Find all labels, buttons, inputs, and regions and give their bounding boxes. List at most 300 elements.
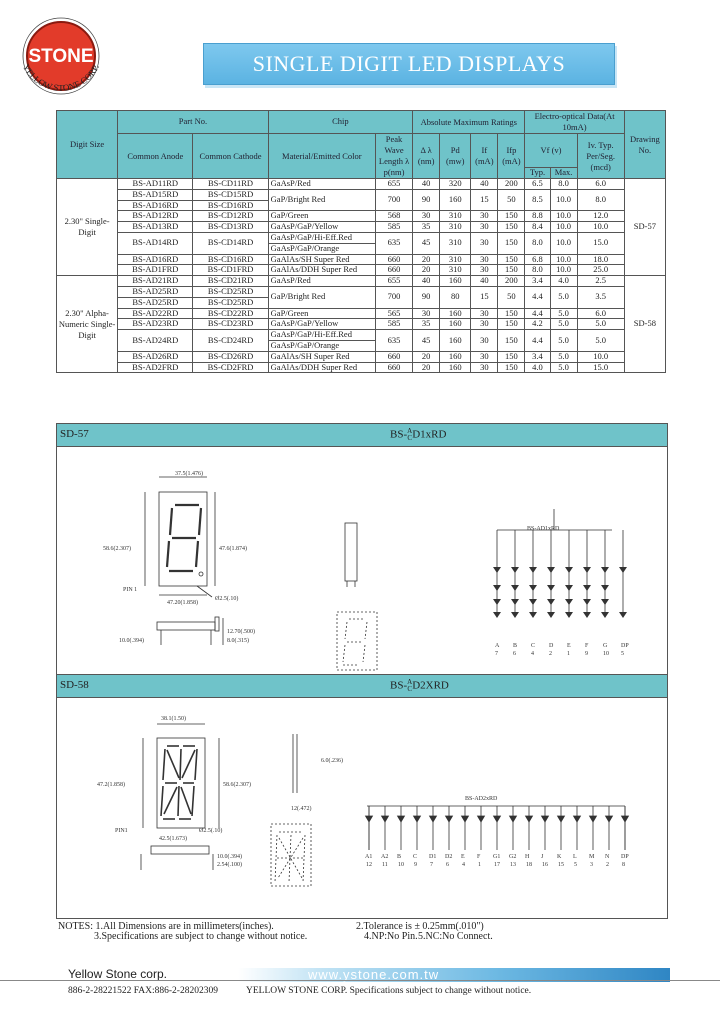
table-cell: BS-CD14RD: [193, 232, 268, 254]
table-cell: 150: [498, 308, 525, 319]
table-row: [57, 265, 666, 276]
table-cell: 30: [471, 211, 498, 222]
col-ifp: Ifp (mA): [498, 134, 525, 179]
sd58-pin-number: 12: [366, 862, 372, 868]
table-cell: 700: [376, 189, 413, 211]
table-cell: BS-CD23RD: [193, 319, 268, 330]
sd57-dim-8: 8.0(.315): [227, 638, 249, 644]
sd57-pin-label: C: [531, 643, 536, 649]
sd57-pin-label: F: [585, 643, 589, 649]
sd58-led-diode: [414, 816, 421, 822]
table-cell: 40: [471, 179, 498, 190]
sd58-led-array: [366, 806, 629, 850]
sd58-pin-number: 5: [574, 862, 577, 868]
table-cell: BS-AD2FRD: [118, 362, 193, 373]
col-if: If (mA): [471, 134, 498, 179]
table-cell: BS-AD25RD: [118, 286, 193, 297]
sd58-pin-label: D2: [445, 854, 453, 860]
table-cell: 5.0: [550, 351, 577, 362]
table-cell: 18.0: [577, 254, 624, 265]
table-cell: 10.0: [550, 189, 577, 211]
table-cell: 700: [376, 286, 413, 308]
sd58-pin-number: 3: [590, 862, 593, 868]
table-cell: 15.0: [577, 362, 624, 373]
table-cell: GaAsP/GaP/Yellow: [268, 222, 375, 233]
table-cell: 10.0: [550, 232, 577, 254]
sd58-pin-label: C: [413, 854, 418, 860]
note-1: NOTES: 1.All Dimensions are in millimeters(inches).: [58, 921, 274, 932]
table-cell: 40: [413, 179, 440, 190]
col-vf: Vf (v): [525, 134, 577, 168]
table-cell: 8.0: [525, 265, 550, 276]
table-cell: 5.0: [550, 362, 577, 373]
sd57-section: [56, 423, 668, 677]
sd57-label: SD-57: [60, 428, 89, 440]
sd58-pin-number: 11: [382, 862, 388, 868]
table-cell: 200: [498, 179, 525, 190]
table-cell: 30: [471, 222, 498, 233]
sd58-pin-label: A1: [365, 854, 373, 860]
sd58-title: BS-A CD2XRD: [390, 678, 449, 693]
table-cell: BS-AD13RD: [118, 222, 193, 233]
table-cell: GaAlAs/DDH Super Red: [268, 362, 375, 373]
table-row: [57, 254, 666, 265]
company-logo: [6, 8, 116, 108]
spec-table: [56, 110, 666, 373]
table-cell: 6.8: [525, 254, 550, 265]
sd58-pin-number: 16: [542, 862, 548, 868]
sd57-dim-3: PIN 1: [123, 587, 138, 593]
table-cell: 50: [498, 286, 525, 308]
table-cell: 150: [498, 254, 525, 265]
table-cell: GaAlAs/DDH Super Red: [268, 265, 375, 276]
table-cell: 660: [376, 351, 413, 362]
table-cell: BS-AD16RD: [118, 200, 193, 211]
sd57-circuit-title: BS-AD1xRD: [527, 526, 560, 532]
table-cell: 10.0: [550, 265, 577, 276]
table-row: [57, 179, 666, 190]
table-cell: 90: [413, 189, 440, 211]
sd58-pin-label: G2: [509, 854, 517, 860]
drawing-no-cell: SD-58: [624, 276, 665, 373]
table-cell: 150: [498, 265, 525, 276]
sd58-pin-number: 17: [494, 862, 500, 868]
sd58-pin-number: 18: [526, 862, 532, 868]
col-dl: Δ λ (nm): [413, 134, 440, 179]
table-cell: 20: [413, 351, 440, 362]
table-row: [57, 276, 666, 287]
table-cell: BS-CD11RD: [193, 179, 268, 190]
table-cell: BS-CD15RD: [193, 189, 268, 200]
table-cell: 585: [376, 319, 413, 330]
sd57-pin-label: D: [549, 643, 554, 649]
sd58-pin-label: E: [461, 854, 465, 860]
sd57-title: BS-A CD1xRD: [390, 427, 447, 442]
table-cell: 6.0: [577, 308, 624, 319]
table-cell: BS-AD25RD: [118, 297, 193, 308]
table-cell: 160: [440, 330, 471, 352]
table-cell: 10.0: [550, 222, 577, 233]
table-cell: 635: [376, 232, 413, 254]
sd58-pin-label: F: [477, 854, 481, 860]
sd57-header: [57, 424, 667, 447]
sd57-pin-label: G: [603, 643, 608, 649]
table-cell: 4.0: [550, 276, 577, 287]
sd57-dim-5: Ø2.5(.10): [215, 596, 239, 602]
table-row: [57, 286, 666, 297]
table-cell: 30: [471, 319, 498, 330]
table-cell: BS-CD12RD: [193, 211, 268, 222]
table-cell: BS-AD22RD: [118, 308, 193, 319]
sd58-pin-number: 2: [606, 862, 609, 868]
table-cell: GaAlAs/SH Super Red: [268, 351, 375, 362]
table-cell: 655: [376, 179, 413, 190]
table-cell: BS-AD12RD: [118, 211, 193, 222]
sd58-pin-number: 6: [446, 862, 449, 868]
table-cell: 90: [413, 286, 440, 308]
table-cell: 5.0: [550, 330, 577, 352]
table-cell: 4.4: [525, 330, 550, 352]
table-cell: 30: [413, 308, 440, 319]
table-row: [57, 232, 666, 243]
sd58-pin-label: M: [589, 854, 595, 860]
logo-word: STONE: [28, 46, 94, 67]
page-title: SINGLE DIGIT LED DISPLAYS: [252, 51, 566, 76]
table-row: [57, 222, 666, 233]
table-cell: 15: [471, 286, 498, 308]
table-row: [57, 319, 666, 330]
sd58-led-diode: [606, 816, 613, 822]
table-cell: 320: [440, 179, 471, 190]
sd58-pin-number: 1: [478, 862, 481, 868]
table-cell: GaP/Green: [268, 308, 375, 319]
sd58-pin-label: B: [397, 854, 402, 860]
table-cell: 30: [471, 351, 498, 362]
table-cell: BS-AD23RD: [118, 319, 193, 330]
table-row: [57, 308, 666, 319]
sd57-pin-labels: [495, 643, 629, 657]
table-cell: BS-CD16RD: [193, 254, 268, 265]
table-cell: GaP/Bright Red: [268, 286, 375, 308]
sd58-dim-4: 6.0(.236): [321, 758, 343, 764]
sd57-dim-4: 47.20(1.858): [167, 600, 198, 606]
col-typ: Typ.: [525, 168, 550, 179]
sd58-led-diode: [526, 816, 533, 822]
table-cell: 20: [413, 362, 440, 373]
sd58-pin-label: G1: [493, 854, 501, 860]
logo-ring-text: YELLOW STONE CORP.: [20, 62, 102, 93]
sd57-pin-number: 4: [531, 651, 534, 657]
sd58-led-diode: [574, 816, 581, 822]
table-cell: BS-AD21RD: [118, 276, 193, 287]
table-cell: BS-AD16RD: [118, 254, 193, 265]
table-cell: 20: [413, 254, 440, 265]
sd57-pin-number: 6: [513, 651, 516, 657]
table-row: [57, 211, 666, 222]
table-cell: BS-AD1FRD: [118, 265, 193, 276]
table-cell: 20: [413, 265, 440, 276]
sd58-pin-labels: [365, 854, 629, 868]
sd58-led-diode: [478, 816, 485, 822]
table-cell: BS-AD11RD: [118, 179, 193, 190]
table-cell: 150: [498, 330, 525, 352]
digit-size-cell: 2.30" Single-Digit: [57, 179, 118, 276]
sd58-led-diode: [382, 816, 389, 822]
col-abs-max: Absolute Maximum Ratings: [413, 111, 525, 134]
table-cell: 5.0: [577, 330, 624, 352]
sd57-pin-number: 2: [549, 651, 552, 657]
col-common-cathode: Common Cathode: [193, 134, 268, 179]
footer-contact: 886-2-28221522 FAX:886-2-28202309: [68, 986, 218, 996]
table-cell: 655: [376, 276, 413, 287]
sd58-pin-number: 7: [430, 862, 433, 868]
sd58-dim-5: 12(.472): [291, 806, 312, 812]
table-cell: BS-CD25RD: [193, 297, 268, 308]
table-cell: 150: [498, 232, 525, 254]
table-cell: 568: [376, 211, 413, 222]
digit-size-cell: 2.30" Alpha-Numeric Single-Digit: [57, 276, 118, 373]
sd58-led-diode: [510, 816, 517, 822]
table-cell: 565: [376, 308, 413, 319]
table-cell: 8.0: [525, 232, 550, 254]
sd58-pin-label: N: [605, 854, 610, 860]
sd58-pin-number: 8: [622, 862, 625, 868]
table-cell: BS-CD16RD: [193, 200, 268, 211]
table-cell: 30: [471, 308, 498, 319]
table-cell: GaAlAs/SH Super Red: [268, 254, 375, 265]
col-drawing: Drawing No.: [624, 111, 665, 179]
sd58-pin-number: 9: [414, 862, 417, 868]
table-cell: 80: [440, 286, 471, 308]
table-cell: 10.0: [550, 254, 577, 265]
table-cell: 4.0: [525, 362, 550, 373]
col-digit-size: Digit Size: [57, 111, 118, 179]
table-cell: 15: [471, 189, 498, 211]
table-cell: 150: [498, 211, 525, 222]
sd58-dim-6: Ø2.5(.10): [199, 828, 223, 834]
table-cell: BS-CD22RD: [193, 308, 268, 319]
col-common-anode: Common Anode: [118, 134, 193, 179]
col-iv: Iv. Typ. Per/Seg. (mcd): [577, 134, 624, 179]
note-4: 4.NP:No Pin.: [364, 931, 418, 942]
table-cell: GaP/Green: [268, 211, 375, 222]
table-cell: GaP/Bright Red: [268, 189, 375, 211]
table-cell: 15.0: [577, 232, 624, 254]
table-cell: BS-CD1FRD: [193, 265, 268, 276]
table-cell: 660: [376, 254, 413, 265]
table-cell: 40: [471, 276, 498, 287]
table-cell: 10.0: [550, 211, 577, 222]
sd58-dim-1: 47.2(1.858): [97, 782, 125, 788]
table-cell: 160: [440, 276, 471, 287]
table-cell: BS-CD13RD: [193, 222, 268, 233]
table-cell: 310: [440, 254, 471, 265]
table-cell: 4.4: [525, 308, 550, 319]
drawing-no-cell: SD-57: [624, 179, 665, 276]
sd58-pin-label: K: [557, 854, 562, 860]
sd58-led-diode: [430, 816, 437, 822]
table-cell: 150: [498, 222, 525, 233]
sd58-led-diode: [462, 816, 469, 822]
sd57-dim-2: 47.6(1.874): [219, 546, 247, 552]
table-cell: 310: [440, 265, 471, 276]
table-cell: 310: [440, 222, 471, 233]
sd58-led-diode: [494, 816, 501, 822]
table-cell: 160: [440, 351, 471, 362]
table-cell: BS-AD24RD: [118, 330, 193, 352]
table-cell: 12.0: [577, 211, 624, 222]
table-cell: GaAsP/Red: [268, 276, 375, 287]
footer-divider: [0, 980, 720, 981]
table-cell: 150: [498, 351, 525, 362]
sd58-pin-number: 13: [510, 862, 516, 868]
table-cell: 4.2: [525, 319, 550, 330]
table-cell: 160: [440, 189, 471, 211]
table-cell: 8.8: [525, 211, 550, 222]
table-cell: 10.0: [577, 351, 624, 362]
table-cell: 310: [440, 232, 471, 254]
table-cell: GaAsP/GaP/Orange: [268, 243, 375, 254]
sd58-led-diode: [590, 816, 597, 822]
table-cell: 30: [471, 362, 498, 373]
sd57-dim-6: 10.0(.394): [119, 638, 144, 644]
table-cell: 5.0: [550, 286, 577, 308]
table-cell: 5.0: [577, 319, 624, 330]
table-cell: BS-CD25RD: [193, 286, 268, 297]
table-cell: BS-AD14RD: [118, 232, 193, 254]
sd58-label: SD-58: [60, 679, 89, 691]
table-cell: 8.4: [525, 222, 550, 233]
table-cell: BS-AD15RD: [118, 189, 193, 200]
table-cell: 4.4: [525, 286, 550, 308]
note-5: 5.NC:No Connect.: [418, 931, 493, 942]
table-cell: 30: [471, 232, 498, 254]
sd58-led-diode: [558, 816, 565, 822]
table-cell: 10.0: [577, 222, 624, 233]
table-cell: 3.5: [577, 286, 624, 308]
table-cell: 200: [498, 276, 525, 287]
page-title-banner: [203, 43, 615, 85]
sd57-dim-1: 58.6(2.307): [103, 546, 131, 552]
sd58-pin-label: D1: [429, 854, 437, 860]
sd57-pin-number: 5: [621, 651, 624, 657]
table-cell: 160: [440, 308, 471, 319]
sd58-led-diode: [446, 816, 453, 822]
table-cell: 150: [498, 362, 525, 373]
table-cell: GaAsP/GaP/Orange: [268, 340, 375, 351]
sd58-dim-3: PIN1: [115, 828, 128, 834]
table-cell: 30: [471, 254, 498, 265]
sd58-pin-label: DP: [621, 854, 629, 860]
table-cell: BS-CD2FRD: [193, 362, 268, 373]
table-cell: 8.0: [550, 179, 577, 190]
sd58-circuit-title: BS-AD2xRD: [465, 796, 498, 802]
sd58-led-diode: [398, 816, 405, 822]
table-cell: 25.0: [577, 265, 624, 276]
table-cell: 660: [376, 265, 413, 276]
table-cell: 30: [471, 265, 498, 276]
table-cell: 5.0: [550, 308, 577, 319]
table-cell: 45: [413, 232, 440, 254]
table-cell: 150: [498, 319, 525, 330]
sd58-led-diode: [542, 816, 549, 822]
spec-table-body: [57, 179, 666, 373]
sd58-pin-label: L: [573, 854, 577, 860]
sd58-drawing: [57, 698, 667, 918]
sd57-drawing: [57, 447, 667, 675]
table-cell: 585: [376, 222, 413, 233]
sd57-pin-number: 10: [603, 651, 609, 657]
col-material: Material/Emitted Color: [268, 134, 375, 179]
sd57-pin-number: 1: [567, 651, 570, 657]
footer-url[interactable]: www.ystone.com.tw: [308, 967, 440, 982]
table-cell: 35: [413, 222, 440, 233]
sd58-led-diode: [622, 816, 629, 822]
sd57-pin-label: DP: [621, 643, 629, 649]
sd57-pin-number: 7: [495, 651, 498, 657]
table-cell: GaAsP/GaP/Hi-Eff.Red: [268, 330, 375, 341]
table-cell: 35: [413, 319, 440, 330]
sd58-pin-label: H: [525, 854, 530, 860]
table-cell: GaAsP/Red: [268, 179, 375, 190]
sd57-pin-label: B: [513, 643, 518, 649]
sd57-pin-label: A: [495, 643, 500, 649]
sd58-header: [57, 675, 667, 698]
table-cell: 30: [471, 330, 498, 352]
table-cell: 50: [498, 189, 525, 211]
sd57-pin-number: 9: [585, 651, 588, 657]
sd57-pin-label: E: [567, 643, 571, 649]
sd58-led-diode: [366, 816, 373, 822]
table-cell: 3.4: [525, 276, 550, 287]
table-cell: 8.0: [577, 189, 624, 211]
table-cell: 3.4: [525, 351, 550, 362]
col-max: Max.: [550, 168, 577, 179]
table-row: [57, 330, 666, 341]
col-pd: Pd (mw): [440, 134, 471, 179]
note-3: 3.Specifications are subject to change without notice.: [94, 931, 308, 942]
sd58-section: [56, 674, 668, 919]
table-cell: 5.0: [550, 319, 577, 330]
table-cell: 660: [376, 362, 413, 373]
table-cell: GaAsP/GaP/Yellow: [268, 319, 375, 330]
sd58-pin-label: A2: [381, 854, 389, 860]
note-2: 2.Tolerance is ± 0.25mm(.010"): [356, 921, 484, 932]
footer-company: Yellow Stone corp.: [68, 967, 167, 981]
table-cell: BS-AD26RD: [118, 351, 193, 362]
col-chip: Chip: [268, 111, 412, 134]
table-cell: 2.5: [577, 276, 624, 287]
sd58-pin-number: 15: [558, 862, 564, 868]
table-cell: 6.0: [577, 179, 624, 190]
table-row: [57, 362, 666, 373]
table-cell: BS-CD26RD: [193, 351, 268, 362]
table-cell: 30: [413, 211, 440, 222]
sd57-dim-7: 12.70(.500): [227, 629, 255, 635]
sd58-dim-8: 10.0(.394): [217, 854, 242, 860]
table-cell: 635: [376, 330, 413, 352]
sd58-dim-0: 38.1(1.50): [161, 716, 186, 722]
sd58-pin-number: 10: [398, 862, 404, 868]
col-eo: Electro-optical Data(At 10mA): [525, 111, 624, 134]
table-cell: 6.5: [525, 179, 550, 190]
table-cell: BS-CD24RD: [193, 330, 268, 352]
sd58-pin-label: J: [541, 854, 544, 860]
table-cell: 160: [440, 362, 471, 373]
table-cell: 310: [440, 211, 471, 222]
sd58-pin-number: 4: [462, 862, 465, 868]
col-peak: Peak Wave Length λ p(nm): [376, 134, 413, 179]
